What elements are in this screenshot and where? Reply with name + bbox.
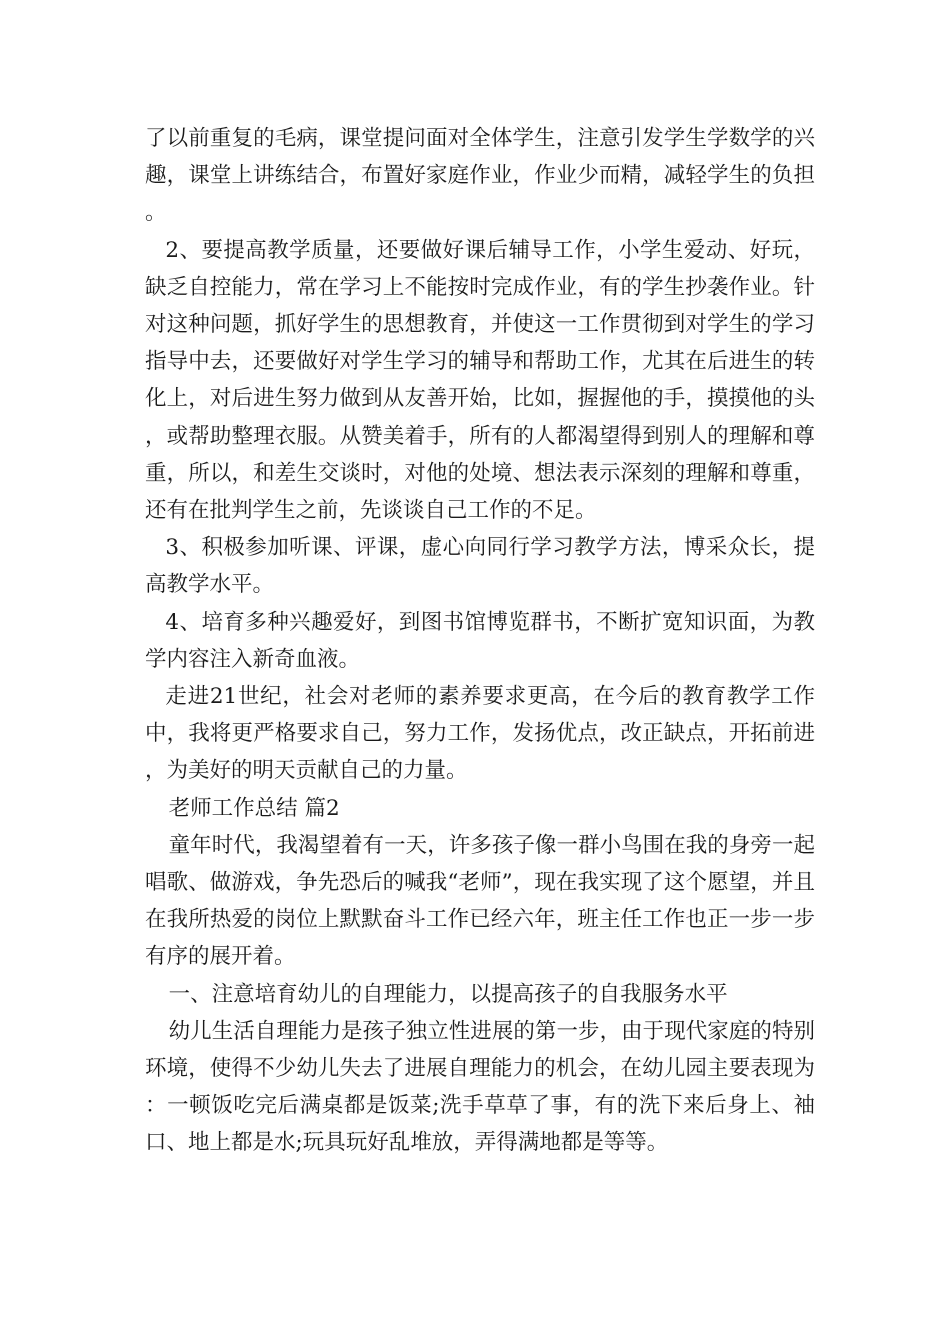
section-heading: 老师工作总结 篇2 [168,795,340,821]
paragraph-self-care: 幼儿生活自理能力是孩子独立性进展的第一步，由于现代家庭的特别环境，使得不少幼儿失去了进展自理能力的机会，在幼儿园主要表现为：一顿饭吃完后满桌都是饭菜;洗手草草了事，有的洗下来后身上、袖口、地上都是水;玩具玩好乱堆放，弄得满地都是等等。 [145,1018,815,1156]
paragraph-item-4: 4、培育多种兴趣爱好，到图书馆博览群书，不断扩宽知识面，为教学内容注入新奇血液。 [145,609,815,672]
paragraph-item-2: 2、要提高教学质量，还要做好课后辅导工作，小学生爱动、好玩，缺乏自控能力，常在学习上不能按时完成作业，有的学生抄袭作业。针对这种问题，抓好学生的思想教育，并使这一工作贯彻到对学生的学习指导中去，还要做好对学生学习的辅导和帮助工作，尤其在后进生的转化上，对后进生努力做到从友善开始，比如，握握他的手，摸摸他的头，或帮助整理衣服。从赞美着手，所有的人都渴望得到别人的理解和尊重，所以，和差生交谈时，对他的处境、想法表示深刻的理解和尊重，还有在批判学生之前，先谈谈自己工作的不足。 [145,237,815,524]
subheading-self-care: 一、注意培育幼儿的自理能力，以提高孩子的自我服务水平 [168,981,728,1007]
paragraph-continuation: 了以前重复的毛病，课堂提问面对全体学生，注意引发学生学数学的兴趣，课堂上讲练结合，布置好家庭作业，作业少而精，减轻学生的负担。 [145,126,815,226]
document-page [145,120,815,1162]
paragraph-intro: 童年时代，我渴望着有一天，许多孩子像一群小鸟围在我的身旁一起唱歌、做游戏，争先恐后的喊我“老师”，现在我实现了这个愿望，并且在我所热爱的岗位上默默奋斗工作已经六年，班主任工作也正一步一步有序的展开着。 [145,832,815,970]
paragraph-item-3: 3、积极参加听课、评课，虚心向同行学习教学方法，博采众长，提高教学水平。 [145,535,815,598]
paragraph-closing: 走进21世纪，社会对老师的素养要求更高，在今后的教育教学工作中，我将更严格要求自己，努力工作，发扬优点，改正缺点，开拓前进，为美好的明天贡献自己的力量。 [145,684,815,784]
